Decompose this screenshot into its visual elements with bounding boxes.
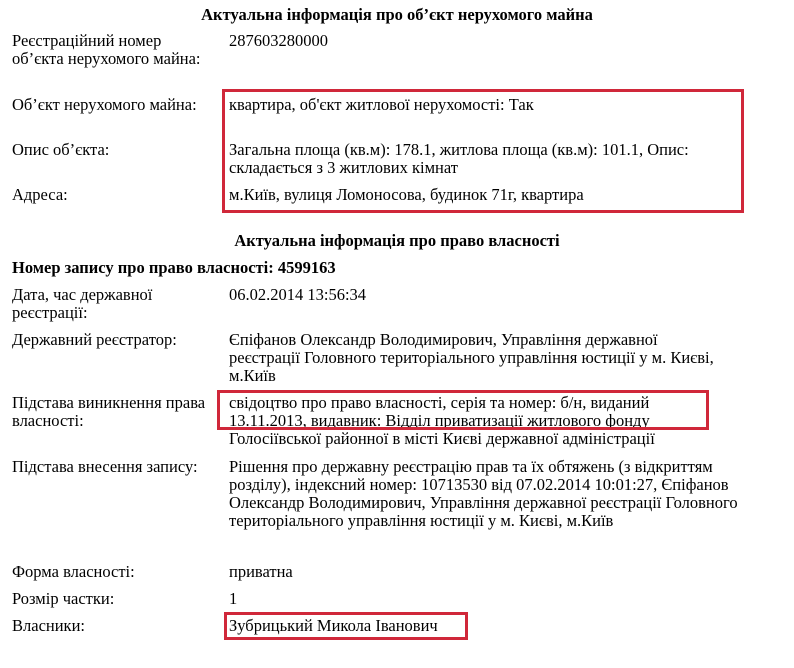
registrar-label: Державний реєстратор: [12, 330, 177, 349]
description-label: Опис об’єкта: [12, 140, 110, 159]
basis-entry-value: Рішення про державну реєстрацію прав та їх обтяжень (з відкриттям розділу), індексний номер: 10713530 від 07.02.2014 10:01:27, Єпіфанов Олександр Володимирович, Управління державної реєстрації Головного територіального управління юстиції у м. Києві, м.Київ [229, 457, 738, 530]
reg-number-label: Реєстраційний номер об’єкта нерухомого майна: [12, 31, 201, 68]
share-label: Розмір частки: [12, 589, 115, 608]
basis-origin-value: свідоцтво про право власності, серія та номер: б/н, виданий 13.11.2013, видавник: Відділ приватизації житлового фонду Голосіївської районної в місті Києві державної адміністрації [229, 393, 655, 448]
owners-highlight-box [224, 612, 468, 640]
ownership-form-value: приватна [229, 562, 293, 581]
basis-entry-label: Підстава внесення запису: [12, 457, 198, 476]
owners-label: Власники: [12, 616, 85, 635]
address-label: Адреса: [12, 185, 68, 204]
date-value: 06.02.2014 13:56:34 [229, 285, 367, 304]
share-value: 1 [229, 589, 238, 608]
owners-value: Зубрицький Микола Іванович [229, 616, 438, 635]
registrar-value: Єпіфанов Олександр Володимирович, Управління державної реєстрації Головного територіального управління юстиції у м. Києві, м.Київ [229, 330, 714, 385]
ownership-form-label: Форма власності: [12, 562, 135, 581]
object-value: квартира, об'єкт житлової нерухомості: Так [229, 95, 534, 114]
address-value: м.Київ, вулиця Ломоносова, будинок 71г, квартира [229, 185, 584, 204]
property-section-heading: Актуальна інформація про об’єкт нерухомого майна [201, 5, 593, 24]
reg-number-value: 287603280000 [229, 31, 328, 50]
record-number: Номер запису про право власності: 4599163 [12, 258, 336, 277]
property-highlight-box [222, 89, 744, 213]
description-value: Загальна площа (кв.м): 178.1, житлова площа (кв.м): 101.1, Опис: складається з 3 житлових кімнат [229, 140, 689, 177]
ownership-section-heading: Актуальна інформація про право власності [234, 231, 560, 250]
object-label: Об’єкт нерухомого майна: [12, 95, 197, 114]
basis-origin-label: Підстава виникнення права власності: [12, 393, 206, 430]
basis-origin-highlight-box [217, 390, 709, 430]
date-label: Дата, час державної реєстрації: [12, 285, 153, 322]
